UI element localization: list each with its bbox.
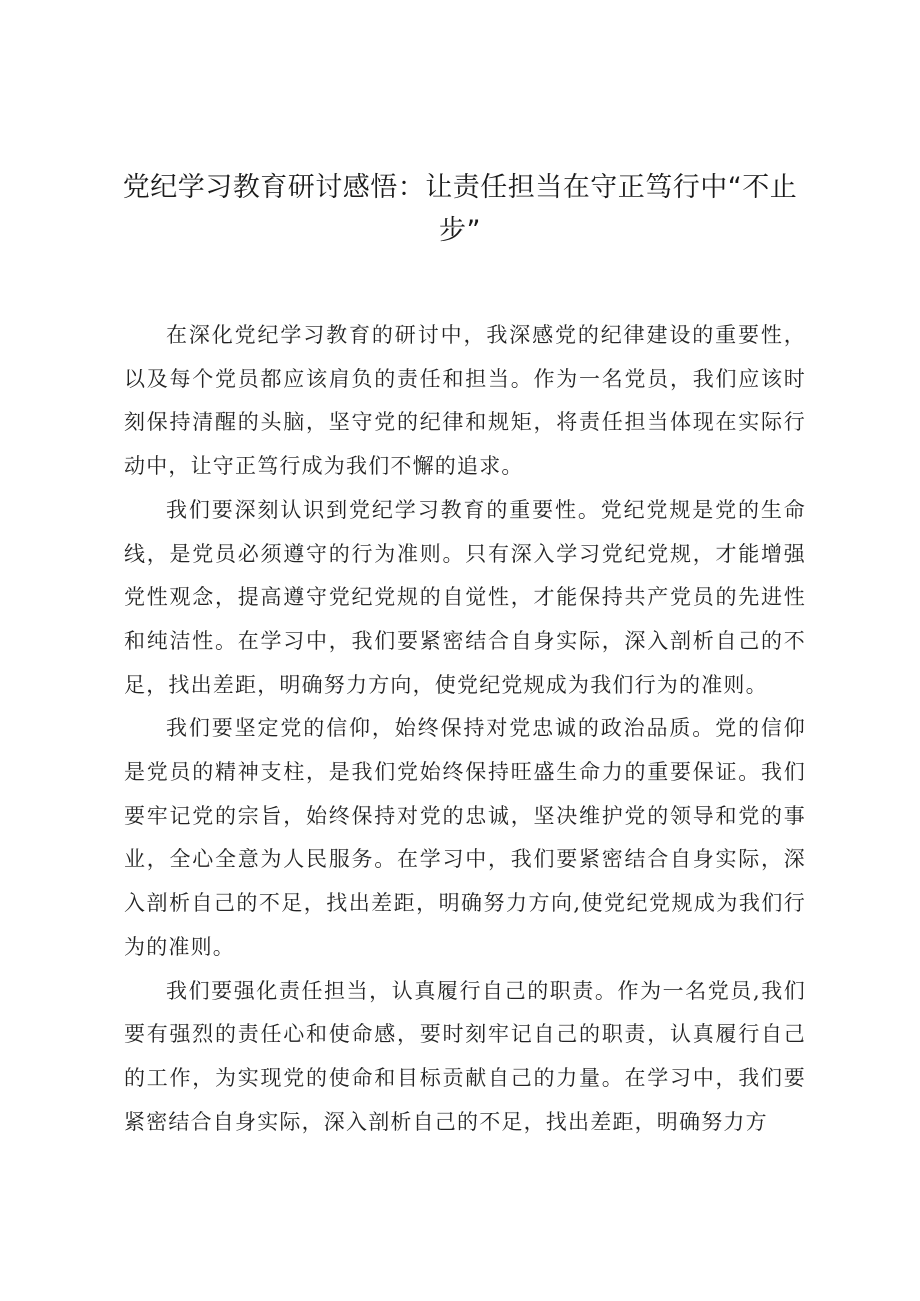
paragraph: 我们要坚定党的信仰，始终保持对党忠诚的政治品质。党的信仰是党员的精神支柱，是我们党始终保持旺盛生命力的重要保证。我们要牢记党的宗旨，始终保持对党的忠诚，坚决维护党的领导和党的事业，全心全意为人民服务。在学习中，我们要紧密结合自身实际，深入剖析自己的不足，找出差距，明确努力方向,使党纪党规成为我们行为的准则。 (124, 716, 806, 959)
paragraph: 我们要深刻认识到党纪学习教育的重要性。党纪党规是党的生命线，是党员必须遵守的行为准则。只有深入学习党纪党规，才能增强党性观念，提高遵守党纪党规的自觉性，才能保持共产党员的先进性和纯洁性。在学习中，我们要紧密结合自身实际，深入剖析自己的不足，找出差距，明确努力方向，使党纪党规成为我们行为的准则。 (124, 497, 806, 697)
document-body (124, 314, 806, 1144)
paragraph: 在深化党纪学习教育的研讨中，我深感党的纪律建设的重要性，以及每个党员都应该肩负的责任和担当。作为一名党员，我们应该时刻保持清醒的头脑，坚守党的纪律和规矩，将责任担当体现在实际行动中，让守正笃行成为我们不懈的追求。 (124, 323, 806, 479)
document-title: 党纪学习教育研讨感悟：让责任担当在守正笃行中“不止步” (122, 172, 798, 246)
paragraph: 我们要强化责任担当，认真履行自己的职责。作为一名党员,我们要有强烈的责任心和使命感，要时刻牢记自己的职责，认真履行自己的工作，为实现党的使命和目标贡献自己的力量。在学习中，我们要紧密结合自身实际，深入剖析自己的不足，找出差距，明确努力方 (124, 978, 806, 1134)
